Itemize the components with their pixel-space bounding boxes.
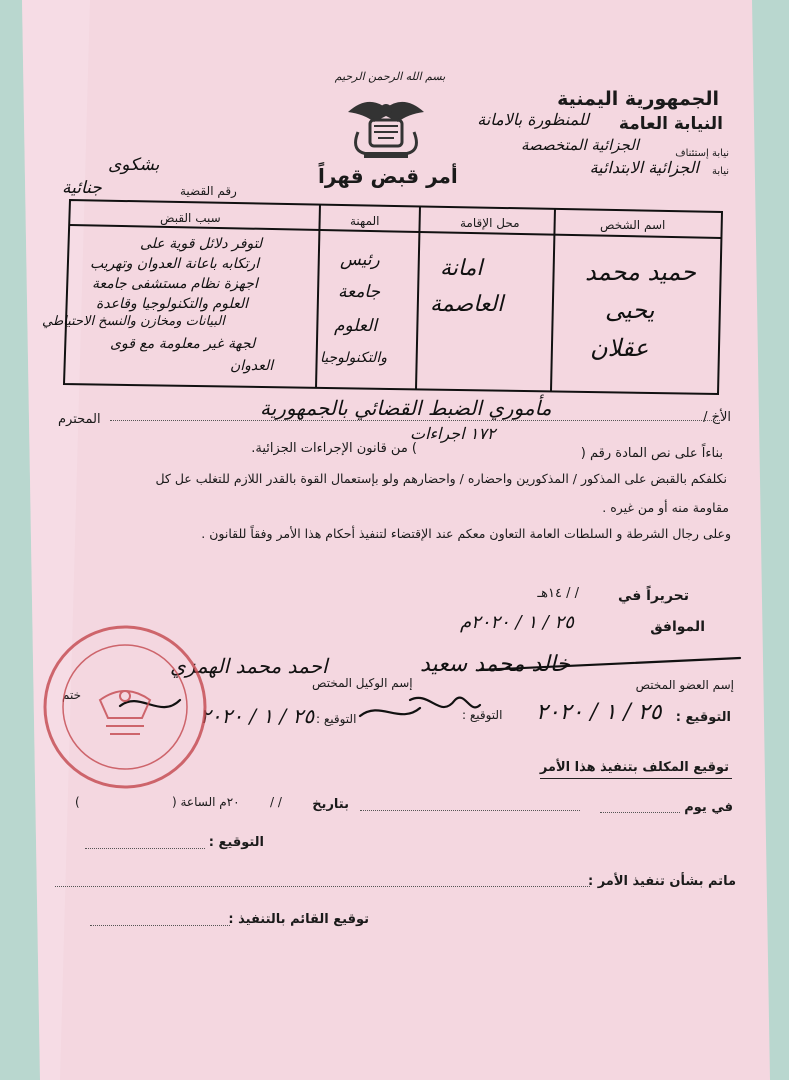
reason-line: العلوم والتكنولوجيا وقاعدة xyxy=(96,296,249,312)
seal-label: ختم xyxy=(62,688,82,702)
agent-handwritten: احمد محمد الهمزي xyxy=(170,654,328,678)
done-dotted-line xyxy=(55,886,590,887)
date-slashes: / / xyxy=(270,795,282,809)
reason-line: لتوفر دلائل قوية على xyxy=(140,236,263,252)
residence-line: امانة xyxy=(440,256,483,281)
execution-sign-dotted-line xyxy=(85,848,205,849)
header-person: اسم الشخص xyxy=(600,218,666,232)
brother-handwritten: مأموري الضبط القضائي بالجمهورية xyxy=(260,396,552,420)
appeal-prefix: نيابة إستئناف xyxy=(675,148,729,159)
article-handwritten: ١٧٢ اجراءات xyxy=(410,424,496,443)
case-label: رقم القضية xyxy=(180,184,237,198)
header-profession: المهنة xyxy=(350,214,380,228)
execution-title: توقيع المكلف بتنفيذ هذا الأمر xyxy=(539,760,729,775)
member-label: إسم العضو المختص xyxy=(635,678,734,692)
executor-label: توقيع القائم بالتنفيذ : xyxy=(228,912,369,927)
reason-line: اجهزة نظام مستشفى جامعة xyxy=(92,276,258,292)
executor-dotted-line xyxy=(90,925,230,926)
person-name-line: حميد محمد xyxy=(585,258,696,286)
body-line-2: مقاومة منه أو من غيره . xyxy=(602,500,729,515)
time-close: ) xyxy=(75,795,80,809)
reason-line: ارتكابه باعانة العدوان وتهريب xyxy=(90,256,260,272)
header-reason: سبب القبض xyxy=(160,211,221,225)
case-handwritten-2: جنائية xyxy=(62,178,102,198)
execution-title-underline xyxy=(540,778,732,779)
signature-label-3: التوقيع : xyxy=(316,712,357,726)
article-suffix: ) من قانون الإجراءات الجزائية. xyxy=(251,441,417,456)
office-heading: النيابة العامة xyxy=(618,114,723,134)
prosecution-handwritten: الجزائية الابتدائية xyxy=(589,158,699,177)
signature-date-scrawl: ٢٥ / ١ / ٢٠٢٠ xyxy=(536,700,662,725)
member-handwritten: خالد محمد سعيد xyxy=(420,652,571,677)
reason-line: لجهة غير معلومة مع قوى xyxy=(110,336,256,352)
day-dotted-line xyxy=(600,812,680,813)
equivalent-value: ٢٥ / ١ / ٢٠٢٠م xyxy=(460,612,574,633)
profession-line: رئيس xyxy=(340,250,380,270)
reason-line: العدوان xyxy=(230,358,274,374)
reason-line: البيانات ومخازن والنسخ الاحتياطي xyxy=(42,314,225,329)
time-label: ٢٠م الساعة ( xyxy=(172,795,240,809)
country-heading: الجمهورية اليمنية xyxy=(557,88,719,110)
body-line-3: وعلى رجال الشرطة و السلطات العامة التعاون معكم عند الإقتضاء لتنفيذ أحكام هذا الأمر وفقاً للقانون . xyxy=(201,526,731,541)
article-prefix: بناءاً على نص المادة رقم ( xyxy=(580,446,723,461)
brother-label: الأخ / xyxy=(703,410,731,425)
person-name-line: يحيى xyxy=(605,296,655,324)
equivalent-label: الموافق xyxy=(650,619,705,635)
respected-label: المحترم xyxy=(58,412,101,427)
profession-line: العلوم xyxy=(334,316,378,336)
written-value: / / ١٤هـ xyxy=(537,586,579,601)
signature-label-2: التوقيع : xyxy=(462,708,503,722)
profession-line: والتكنولوجيا xyxy=(320,350,387,366)
profession-line: جامعة xyxy=(338,282,381,302)
done-label: ماتم بشأن تنفيذ الأمر : xyxy=(587,874,736,889)
residence-line: العاصمة xyxy=(430,292,504,317)
body-line-1: نكلفكم بالقبض على المذكور / المذكورين واحضاره / واحضارهم ولو بإستعمال القوة بالقدر اللازم للتغلب عل كل xyxy=(155,471,727,486)
person-name-line: عقلان xyxy=(590,334,649,362)
case-handwritten-1: بشكوى xyxy=(108,155,160,175)
office-handwritten: للمنظورة بالامانة xyxy=(477,110,589,129)
date-dotted-line xyxy=(360,810,580,811)
header-residence: محل الإقامة xyxy=(460,216,520,230)
official-seal-stamp xyxy=(40,622,210,792)
appeal-handwritten: الجزائية المتخصصة xyxy=(520,136,639,154)
agent-label: إسم الوكيل المختص xyxy=(312,676,413,690)
prosecution-prefix: نيابة xyxy=(712,166,729,177)
day-label: في يوم xyxy=(684,800,733,815)
date-label: بتاريخ xyxy=(312,797,349,812)
page-title: أمر قبض قهراً xyxy=(318,164,458,188)
written-label: تحريراً في xyxy=(617,588,689,604)
execution-sign-label: التوقيع : xyxy=(208,835,264,850)
signature-date-scrawl: ٢٥ / ١ / ٢٠٢٠ xyxy=(200,704,315,728)
basmala: بسم الله الرحمن الرحيم xyxy=(334,70,446,83)
signature-label: التوقيع : xyxy=(675,710,731,725)
